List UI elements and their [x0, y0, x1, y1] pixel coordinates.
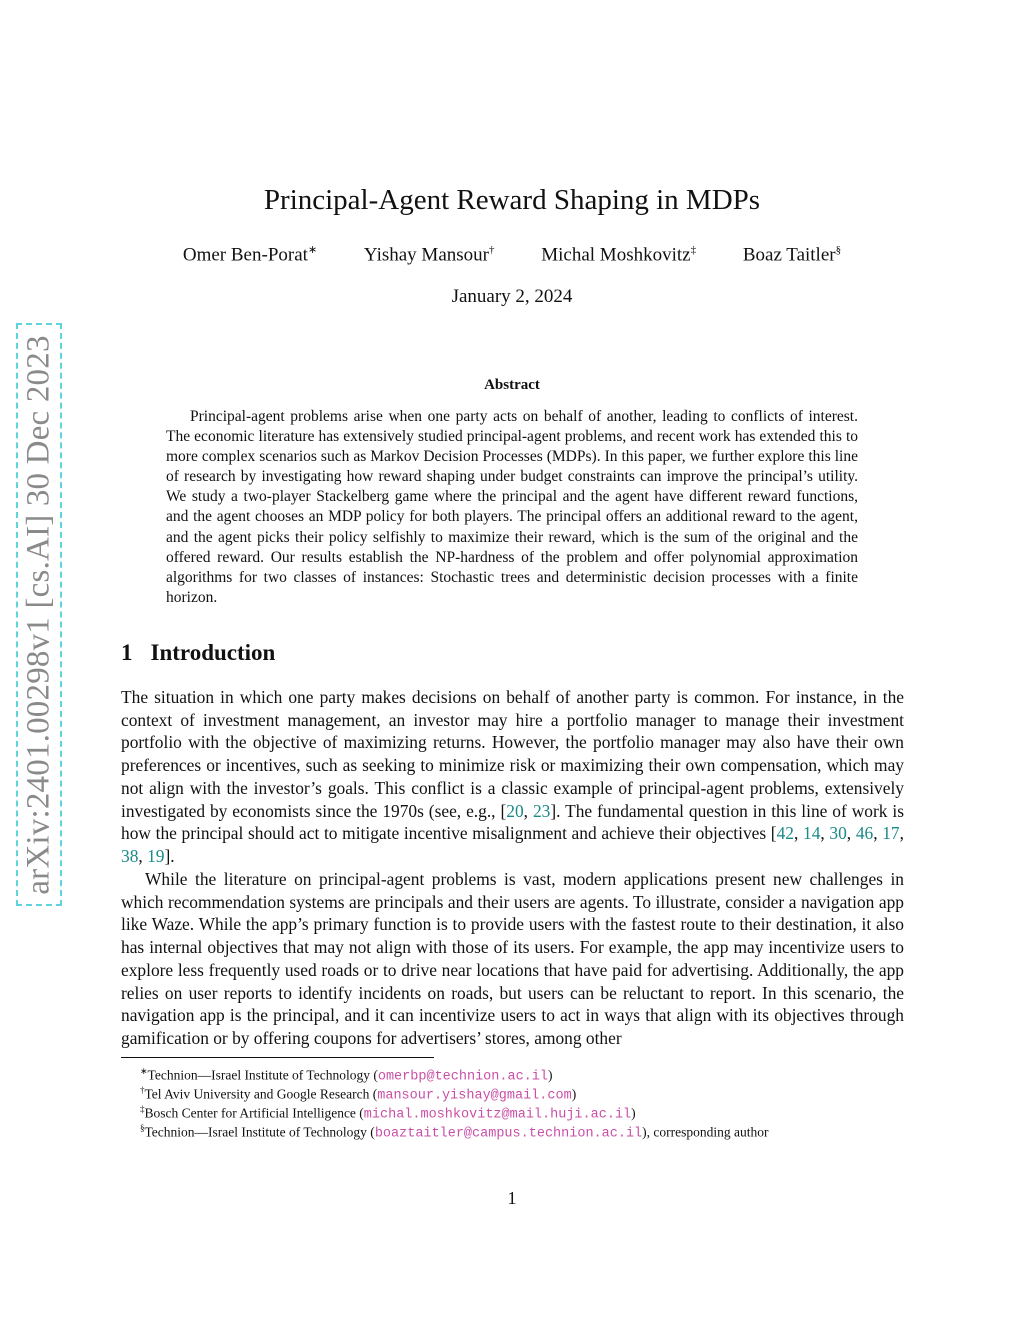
paper-title: Principal-Agent Reward Shaping in MDPs: [263, 184, 761, 216]
arxiv-stamp: [16, 323, 62, 906]
citation-link[interactable]: 19: [147, 845, 165, 866]
intro-paragraph-2: While the literature on principal-agent problems is vast, modern applications present new challenges in which recommendation systems are principals and their users are agents. To illustrate, consider a navigation app like Waze. While the app’s primary function is to provide users with the fastest route to their destination, it also has internal objectives that may not align with those of its users. For example, the app may incentivize users to explore less frequently used roads or to drive near locations that have paid for advertising. Additionally, the app relies on user reports to identify incidents on roads, but users can be reluctant to report. In this scenario, the navigation app is the principal, and it can incentivize users to act in ways that align with its objectives through gamification or by offering coupons for advertisers’ stores, among other: [121, 869, 904, 1048]
citation-link[interactable]: 17: [882, 823, 900, 844]
section-number: 1: [121, 640, 133, 665]
section-heading: [121, 640, 275, 666]
citation-link[interactable]: 14: [803, 823, 821, 844]
citation-link[interactable]: 30: [829, 823, 847, 844]
citation-link[interactable]: 46: [855, 823, 874, 844]
footnote-1: ∗Technion—Israel Institute of Technology (omerbp@technion.ac.il): [140, 1066, 553, 1085]
page-number: 1: [507, 1188, 517, 1208]
footnote-2: †Tel Aviv University and Google Research (mansour.yishay@gmail.com): [140, 1085, 577, 1104]
email-link[interactable]: mansour.yishay@gmail.com: [377, 1088, 572, 1104]
email-link[interactable]: boaztaitler@campus.technion.ac.il: [374, 1126, 643, 1142]
footnote-4: §Technion—Israel Institute of Technology (boaztaitler@campus.technion.ac.il), corresponding author: [140, 1123, 769, 1142]
arxiv-stamp-text: arXiv:2401.00298v1 [cs.AI] 30 Dec 2023: [20, 334, 57, 895]
footnote-3: ‡Bosch Center for Artificial Intelligence (michal.moshkovitz@mail.huji.ac.il): [140, 1104, 636, 1123]
footnote-rule: [121, 1057, 434, 1058]
author-1: Omer Ben-Porat∗: [182, 244, 318, 266]
author-3: Michal Moshkovitz‡: [541, 244, 697, 266]
author-4: Boaz Taitler§: [742, 244, 842, 266]
email-link[interactable]: omerbp@technion.ac.il: [377, 1069, 548, 1085]
abstract-body: Principal-agent problems arise when one party acts on behalf of another, leading to conflicts of interest. The economic literature has extensively studied principal-agent problems, and recent work has extended this to more complex scenarios such as Markov Decision Processes (MDPs). In this paper, we further explore this line of research by investigating how reward shaping under budget constraints can improve the principal’s utility. We study a two-player Stackelberg game where the principal and the agent have different reward functions, and the agent chooses an MDP policy for both players. The principal offers an additional reward to the agent, and the agent picks their policy selfishly to maximize their reward, which is the sum of the original and the offered reward. Our results establish the NP-hardness of the problem and offer polynomial approximation algorithms for two classes of instances: Stochastic trees and deterministic decision processes with a finite horizon.: [166, 408, 858, 606]
author-list: [0, 243, 1024, 266]
citation-link[interactable]: 42: [776, 823, 794, 844]
citation-link[interactable]: 38: [121, 845, 139, 866]
section-title: Introduction: [150, 640, 276, 665]
author-2: Yishay Mansour†: [363, 244, 495, 266]
intro-paragraph-1: The situation in which one party makes decisions on behalf of another party is common. For instance, in the context of investment management, an investor may hire a portfolio manager to manage their investment portfolio with the objective of maximizing returns. However, the portfolio manager may also have their own preferences or incentives, such as seeking to minimize risk or maximizing their own compensation, which may not align with the investor’s goals. This conflict is a classic example of principal-agent problems, extensively investigated by economists since the 1970s (see, e.g., [20, 23]. The fundamental question in this line of work is how the principal should act to mitigate incentive misalignment and achieve their objectives [42, 14, 30, 46, 17, 38, 19].: [121, 687, 904, 866]
abstract-heading: Abstract: [484, 377, 540, 393]
paper-date: January 2, 2024: [451, 286, 573, 307]
email-link[interactable]: michal.moshkovitz@mail.huji.ac.il: [363, 1107, 632, 1123]
citation-link[interactable]: 23: [532, 800, 551, 821]
citation-link[interactable]: 20: [506, 800, 524, 821]
